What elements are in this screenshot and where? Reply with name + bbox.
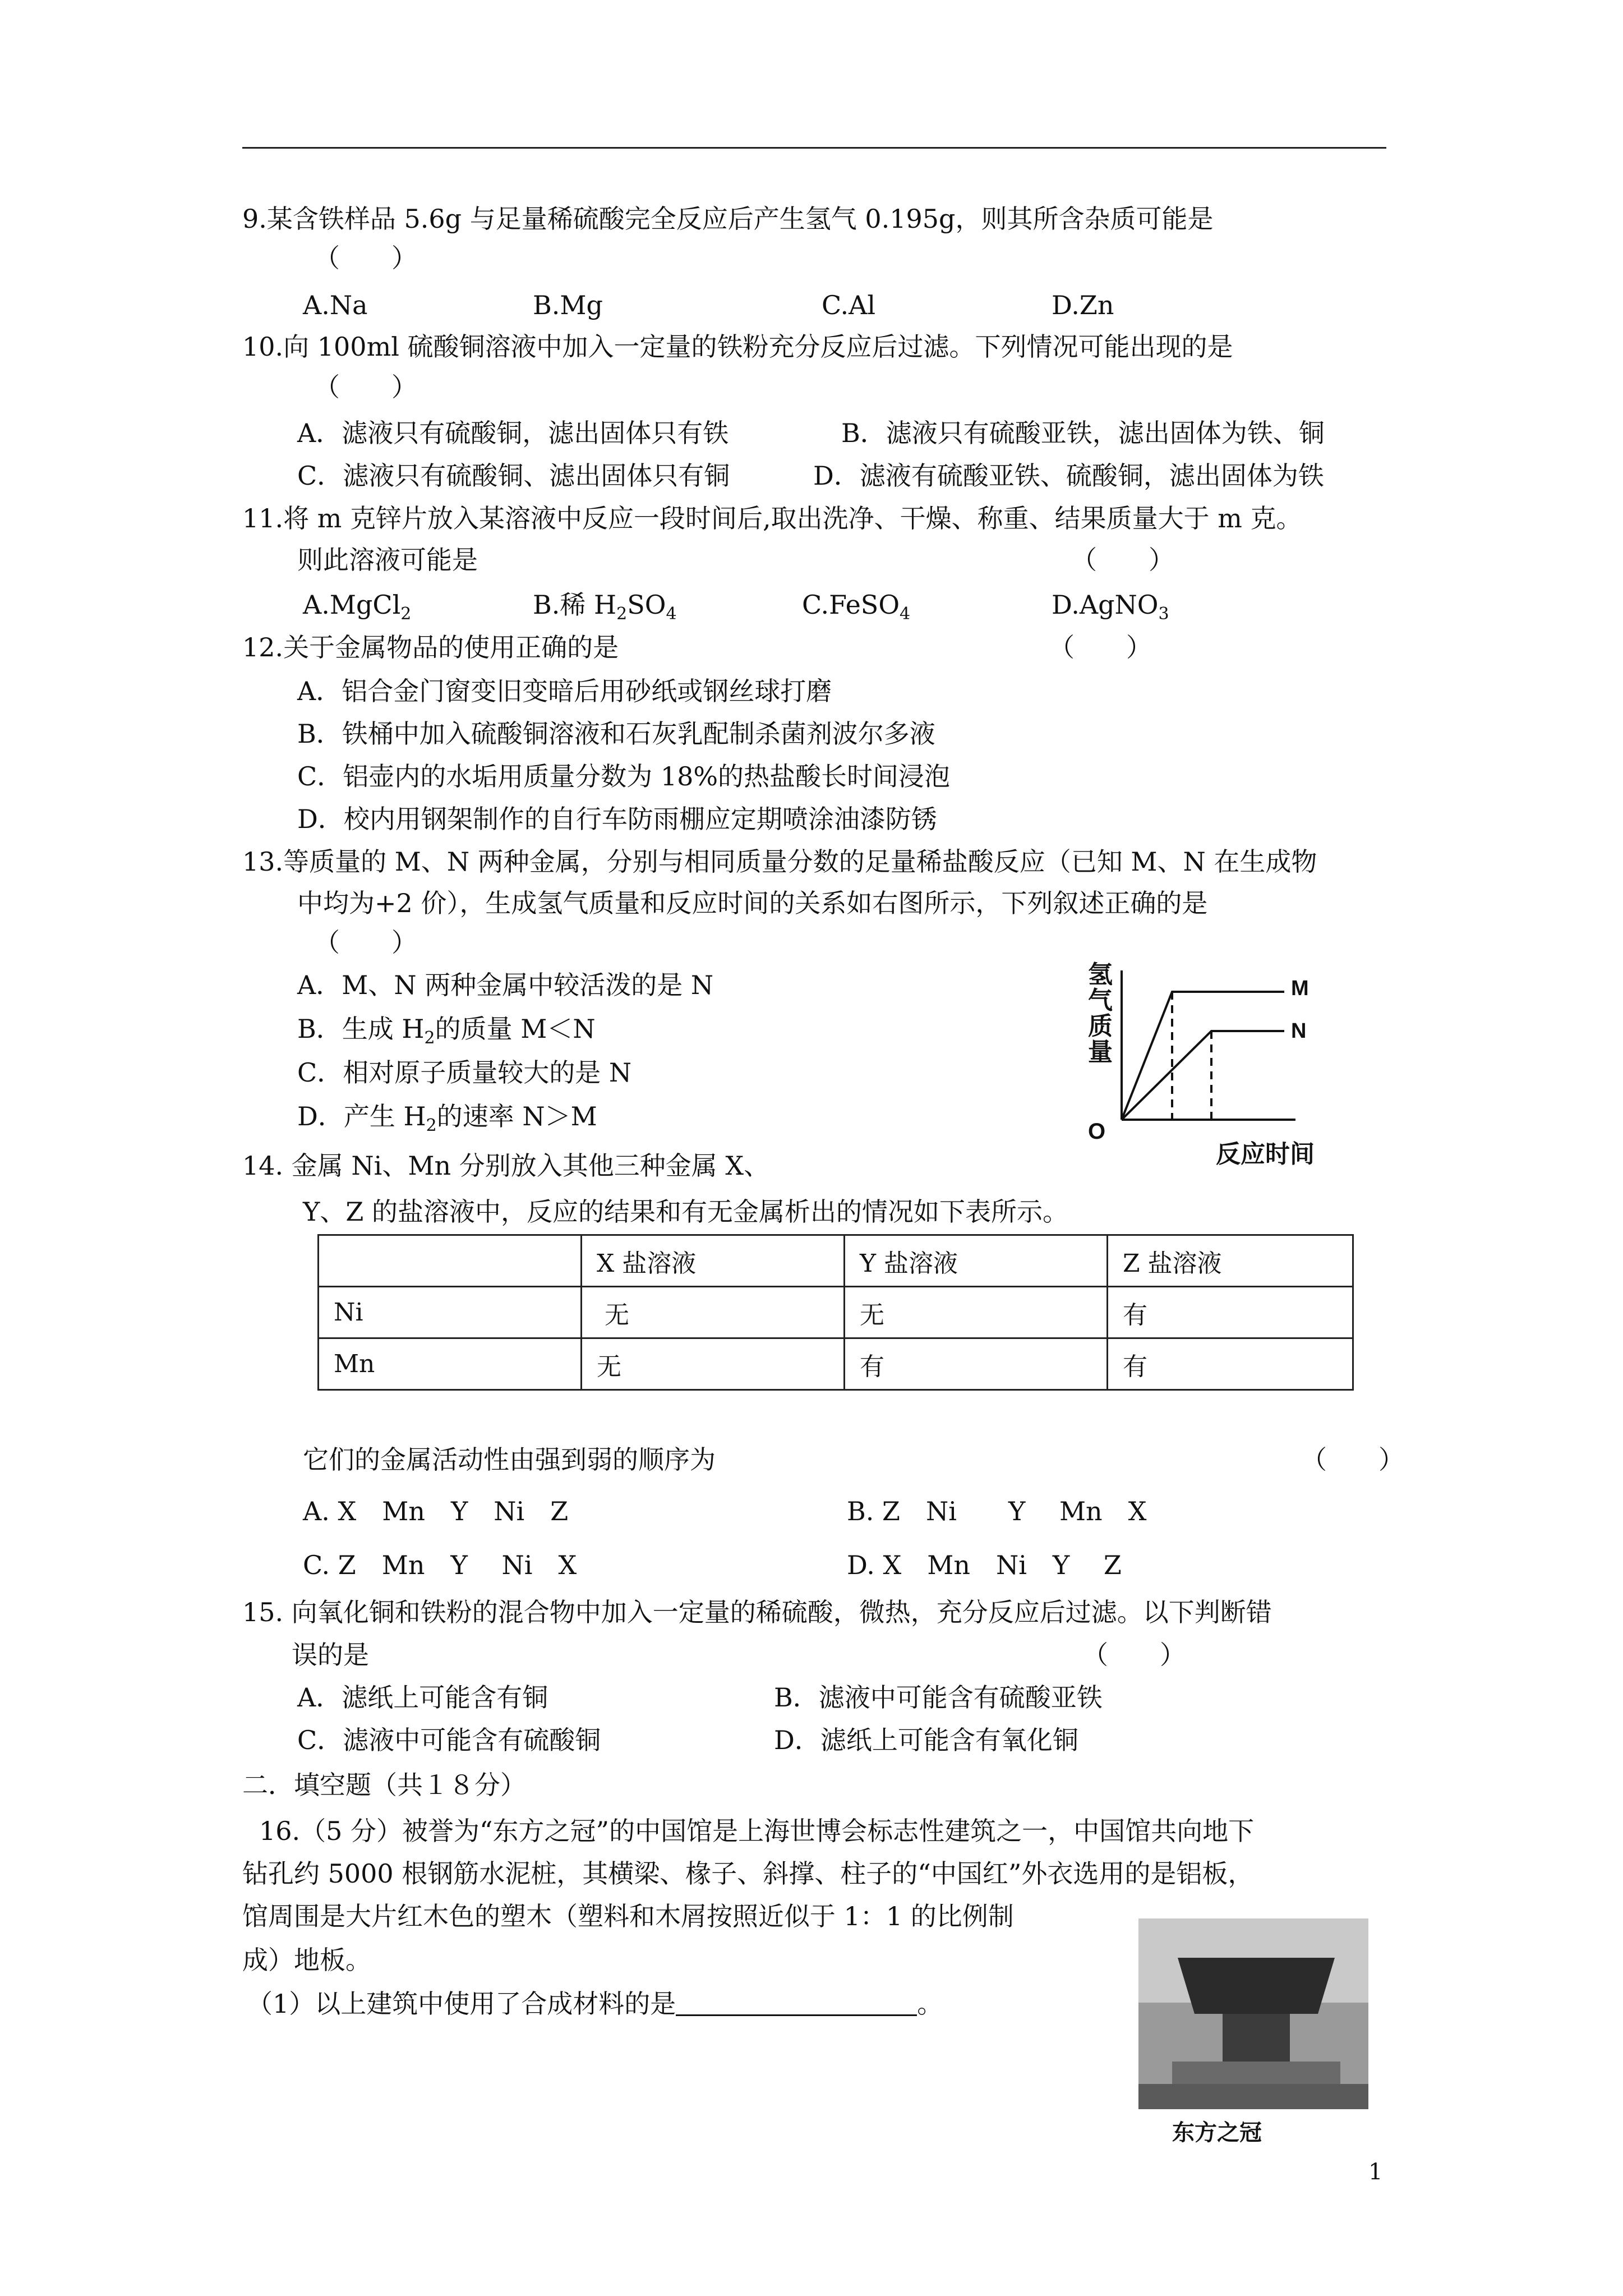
- q16-line-2: 钻孔约 5000 根钢筋水泥桩，其横梁、椽子、斜撑、柱子的“中国红”外衣选用的是铝板，: [242, 1858, 1254, 1889]
- photo-caption: 东方之冠: [1172, 2120, 1262, 2145]
- q14-stem-2: Y、Z 的盐溶液中，反应的结果和有无金属析出的情况如下表所示。: [303, 1197, 1068, 1227]
- table-cell: 无: [582, 1287, 845, 1338]
- table-cell: Ni: [319, 1287, 582, 1338]
- q14-option-d: D. X Mn Ni Y Z: [847, 1550, 1122, 1580]
- q10-paren: （ ）: [314, 372, 417, 402]
- answer-blank[interactable]: [676, 1990, 917, 2016]
- china-pavilion-photo: [1138, 1918, 1368, 2109]
- q13-hydrogen-chart: [1066, 948, 1357, 1172]
- q15-option-a: A．滤纸上可能含有铜: [297, 1682, 548, 1713]
- table-header-cell: Y 盐溶液: [845, 1235, 1108, 1287]
- q13-option-d: D．产生 $H_2$的速率 N＞M: [297, 1101, 597, 1135]
- q15-option-b: B．滤液中可能含有硫酸亚铁: [774, 1682, 1103, 1713]
- table-cell: 无: [582, 1338, 845, 1390]
- q16-sub-1: （1）以上建筑中使用了合成材料的是 。: [247, 1989, 943, 2019]
- q13-option-b: B．生成 $H_2$的质量 M＜N: [297, 1014, 596, 1048]
- q16-line-4: 成）地板。: [242, 1945, 371, 1975]
- table-header-cell: Z 盐溶液: [1108, 1235, 1353, 1287]
- q12-option-d: D．校内用钢架制作的自行车防雨棚应定期喷涂油漆防锈: [297, 804, 937, 834]
- q10-option-d: D．滤液有硫酸亚铁、硫酸铜，滤出固体为铁: [813, 461, 1324, 491]
- q10-option-c: C．滤液只有硫酸铜、滤出固体只有铜: [297, 461, 730, 491]
- q10-stem: 10.向 100ml 硫酸铜溶液中加入一定量的铁粉充分反应后过滤。下列情况可能出现的是: [242, 332, 1233, 362]
- q11-option-b: B.稀 $H_2SO_4$: [533, 590, 677, 624]
- table-row: [319, 1287, 1353, 1338]
- q15-stem-2: 误的是: [292, 1640, 369, 1670]
- chart-ylabel-3: 质: [1088, 1013, 1113, 1040]
- table-header-cell: [319, 1235, 582, 1287]
- q12-stem: 12.关于金属物品的使用正确的是: [242, 632, 619, 662]
- q15-stem: 15. 向氧化铜和铁粉的混合物中加入一定量的稀硫酸，微热，充分反应后过滤。以下判断错: [242, 1597, 1272, 1627]
- table-row: [319, 1338, 1353, 1390]
- q14-option-b: B. Z Ni Y Mn X: [847, 1496, 1147, 1526]
- chart-xlabel: 反应时间: [1216, 1140, 1315, 1168]
- q13-option-c: C．相对原子质量较大的是 N: [297, 1057, 632, 1088]
- q14-option-a: A. X Mn Y Ni Z: [303, 1496, 569, 1526]
- pavilion-image: [1138, 1918, 1368, 2109]
- q9-option-a: A.Na: [303, 290, 368, 320]
- table-cell: 无: [845, 1287, 1108, 1338]
- q15-option-d: D．滤纸上可能含有氧化铜: [774, 1725, 1078, 1755]
- q15-paren: （ ）: [1082, 1640, 1186, 1670]
- table-header-row: [319, 1235, 1353, 1287]
- table-header-cell: X 盐溶液: [582, 1235, 845, 1287]
- chart-origin: O: [1088, 1119, 1106, 1144]
- section-2-heading: 二．填空题（共１８分）: [242, 1770, 526, 1800]
- q13-stem-1: 13.等质量的 M、N 两种金属，分别与相同质量分数的足量稀盐酸反应（已知 M、N 在生成物: [242, 846, 1317, 877]
- q9-paren: （ ）: [314, 243, 417, 273]
- q14-question: 它们的金属活动性由强到弱的顺序为: [303, 1444, 716, 1475]
- table-cell: 有: [1108, 1287, 1353, 1338]
- q13-stem-2: 中均为+2 价），生成氢气质量和反应时间的关系如右图所示，下列叙述正确的是: [297, 888, 1208, 918]
- table-cell: 有: [845, 1338, 1108, 1390]
- chart-line-n: [1122, 1031, 1284, 1120]
- chart-ylabel-1: 氢: [1088, 961, 1113, 988]
- q14-option-c: C. Z Mn Y Ni X: [303, 1550, 577, 1580]
- q9-option-b: B.Mg: [533, 290, 603, 320]
- q14-paren: （ ）: [1301, 1444, 1404, 1475]
- q11-stem: 11.将 m 克锌片放入某溶液中反应一段时间后,取出洗净、干燥、称重、结果质量大于 m 克。: [242, 503, 1302, 533]
- q9-option-d: D.Zn: [1052, 290, 1114, 320]
- chart-line-m: [1122, 992, 1284, 1120]
- q16-line-3: 馆周围是大片红木色的塑木（塑料和木屑按照近似于 1：1 的比例制: [242, 1901, 1014, 1931]
- q14-stem-1: 14. 金属 Ni、Mn 分别放入其他三种金属 X、: [242, 1151, 770, 1181]
- q11-stem-2: 则此溶液可能是: [297, 545, 478, 575]
- table-cell: 有: [1108, 1338, 1353, 1390]
- header-rule: [242, 147, 1386, 149]
- chart-ylabel-4: 量: [1088, 1038, 1113, 1066]
- q14-table: [317, 1234, 1354, 1391]
- q12-option-b: B．铁桶中加入硫酸铜溶液和石灰乳配制杀菌剂波尔多液: [297, 719, 935, 749]
- q11-paren: （ ）: [1071, 545, 1174, 575]
- q9-stem: 9.某含铁样品 5.6g 与足量稀硫酸完全反应后产生氢气 0.195g，则其所含杂质可能是: [242, 204, 1214, 234]
- q16-line-1: 16.（5 分）被誉为“东方之冠”的中国馆是上海世博会标志性建筑之一，中国馆共向地下: [259, 1816, 1255, 1846]
- q10-option-a: A．滤液只有硫酸铜，滤出固体只有铁: [297, 418, 729, 448]
- q9-option-c: C.Al: [822, 290, 876, 320]
- q11-option-d: D.AgNO$_3$: [1052, 590, 1169, 624]
- table-cell: Mn: [319, 1338, 582, 1390]
- chart-label-m: M: [1291, 977, 1309, 1000]
- q11-option-c: C.FeSO$_4$: [802, 590, 911, 624]
- chart-ylabel-2: 气: [1088, 987, 1113, 1014]
- q12-paren: （ ）: [1049, 632, 1152, 662]
- q10-option-b: B．滤液只有硫酸亚铁，滤出固体为铁、铜: [841, 418, 1325, 448]
- q13-paren: （ ）: [314, 927, 417, 958]
- q11-option-a: A.MgCl$_2$: [303, 590, 412, 624]
- q12-option-c: C．铝壶内的水垢用质量分数为 18%的热盐酸长时间浸泡: [297, 761, 951, 792]
- q13-option-a: A．M、N 两种金属中较活泼的是 N: [297, 970, 714, 1000]
- q12-option-a: A．铝合金门窗变旧变暗后用砂纸或钢丝球打磨: [297, 676, 832, 706]
- chart-label-n: N: [1291, 1019, 1307, 1043]
- q15-option-c: C．滤液中可能含有硫酸铜: [297, 1725, 601, 1755]
- page-number: 1: [1368, 2159, 1383, 2185]
